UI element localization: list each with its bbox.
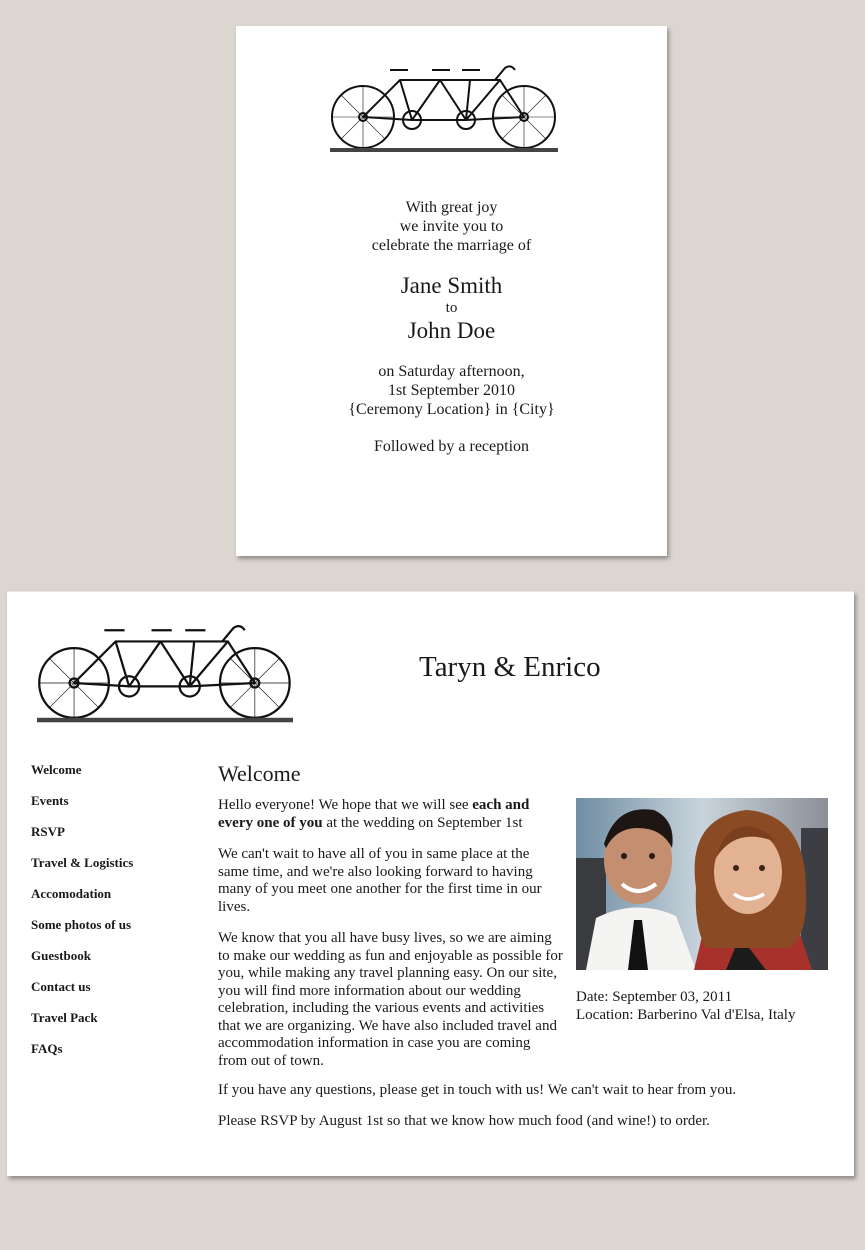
intro-line: celebrate the marriage of bbox=[371, 237, 532, 254]
detail-line: on Saturday afternoon, bbox=[378, 363, 525, 380]
intro-text-end: at the wedding on September 1st bbox=[322, 814, 523, 831]
couple-names bbox=[236, 272, 667, 345]
nav-item-travel-pack[interactable]: Travel Pack bbox=[31, 1010, 98, 1025]
intro-line: we invite you to bbox=[399, 218, 504, 235]
page-heading: Welcome bbox=[218, 761, 301, 786]
nav-item-events[interactable]: Events bbox=[31, 793, 69, 808]
invitation-card bbox=[236, 26, 667, 556]
nav-item-rsvp[interactable]: RSVP bbox=[31, 824, 65, 839]
nav-item-welcome[interactable]: Welcome bbox=[31, 762, 82, 777]
event-info bbox=[576, 988, 796, 1024]
intro-paragraph bbox=[218, 797, 553, 832]
groom-name: John Doe bbox=[407, 318, 496, 343]
nav-item-faqs[interactable]: FAQs bbox=[31, 1041, 63, 1056]
site-nav bbox=[31, 762, 133, 1072]
invitation-intro bbox=[236, 198, 667, 255]
event-location: Location: Barberino Val d'Elsa, Italy bbox=[576, 1007, 796, 1023]
to-label: to bbox=[445, 300, 458, 316]
event-date: Date: September 03, 2011 bbox=[576, 989, 733, 1005]
tandem-bicycle-icon bbox=[330, 62, 558, 156]
nav-item-guestbook[interactable]: Guestbook bbox=[31, 948, 91, 963]
bride-name: Jane Smith bbox=[400, 273, 503, 298]
detail-line: 1st September 2010 bbox=[387, 382, 516, 399]
ceremony-details bbox=[236, 362, 667, 419]
paragraph: We know that you all have busy lives, so we are aiming to make our wedding as fun and enjoyable as possible for you, while making any travel planning easy. On our site, you will find more information about our wedding celebration, including the various events and activities that we are organizing. We have also included travel and accommodation information in case you are coming from out of town. bbox=[218, 930, 563, 1069]
wedding-website-preview bbox=[7, 591, 854, 1176]
paragraph: If you have any questions, please get in touch with us! We can't wait to hear from you. bbox=[218, 1082, 737, 1098]
tandem-bicycle-logo-icon bbox=[37, 621, 293, 727]
paragraph: We can't wait to have all of you in same place at the same time, and we're also looking forward to having many of you meet one another for the first time in our lives. bbox=[218, 846, 542, 915]
nav-item-photos[interactable]: Some photos of us bbox=[31, 917, 132, 932]
detail-line: {Ceremony Location} in {City} bbox=[348, 401, 555, 418]
intro-text-bold: each and every one of you bbox=[218, 797, 530, 831]
reception-note: Followed by a reception bbox=[373, 438, 530, 455]
nav-item-travel-logistics[interactable]: Travel & Logistics bbox=[31, 855, 134, 870]
intro-text-start: Hello everyone! We hope that we will see bbox=[218, 797, 473, 813]
nav-item-contact[interactable]: Contact us bbox=[31, 979, 91, 994]
site-title: Taryn & Enrico bbox=[419, 651, 601, 683]
couple-photo bbox=[576, 798, 828, 970]
intro-line: With great joy bbox=[405, 199, 498, 216]
rsvp-paragraph: Please RSVP by August 1st so that we know how much food (and wine!) to order. bbox=[218, 1113, 710, 1129]
nav-item-accomodation[interactable]: Accomodation bbox=[31, 886, 112, 901]
